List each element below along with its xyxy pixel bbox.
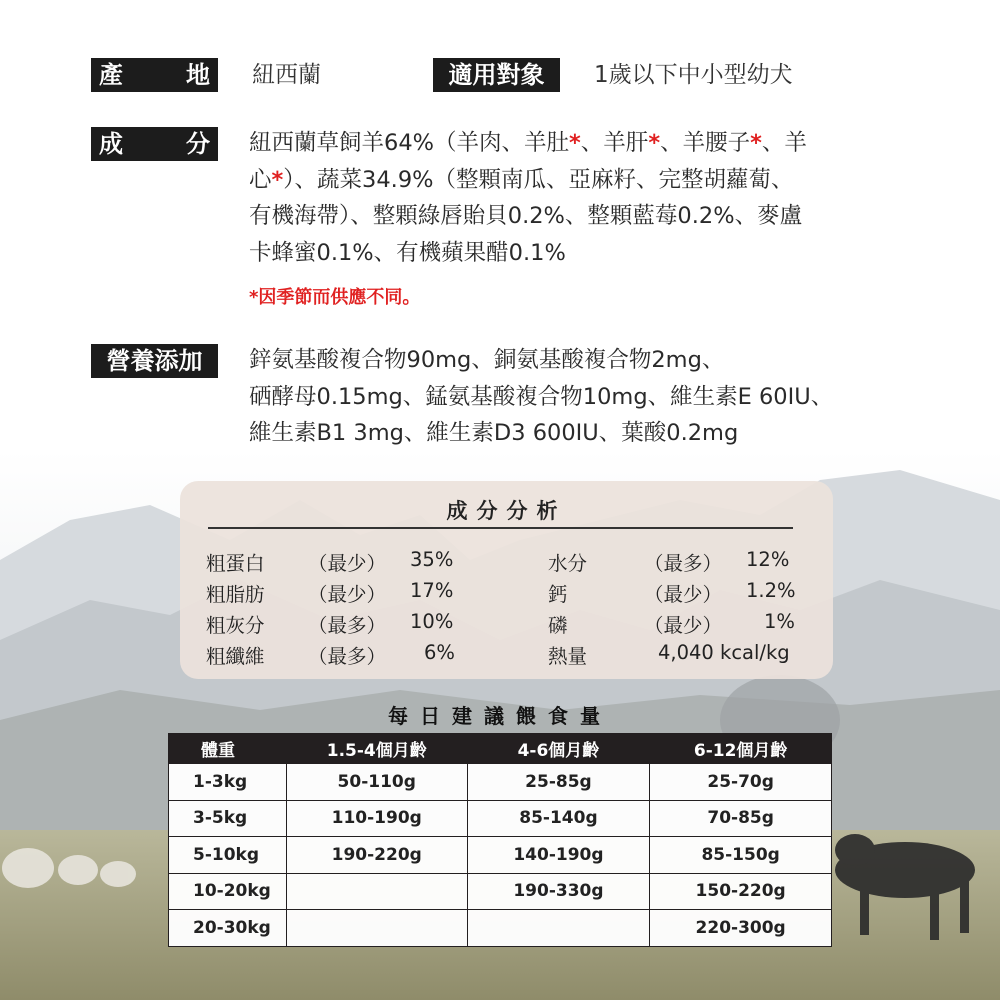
- column-header-weight: 體重: [169, 734, 287, 764]
- table-cell: 1-3kg: [169, 764, 287, 801]
- analysis-item: 鈣: [548, 583, 568, 606]
- analysis-qualifier: （最多）: [644, 552, 723, 575]
- analysis-value: 12%: [746, 548, 790, 571]
- table-row: [169, 764, 832, 801]
- analysis-qualifier: （最少）: [644, 583, 723, 606]
- table-cell: 140-190g: [467, 837, 650, 874]
- table-row: [169, 800, 832, 837]
- origin-label: [91, 58, 218, 92]
- table-header-row: [169, 734, 832, 764]
- analysis-item: 粗纖維: [206, 645, 265, 668]
- analysis-value: 10%: [410, 610, 454, 633]
- seasonal-asterisk: *: [648, 130, 661, 156]
- table-cell: 110-190g: [286, 800, 467, 837]
- table-cell: 70-85g: [650, 800, 832, 837]
- origin-value: 紐西蘭: [252, 62, 321, 88]
- target-label: [433, 58, 560, 92]
- table-cell: 190-330g: [467, 873, 650, 910]
- analysis-qualifier: （最少）: [308, 583, 387, 606]
- table-cell: [286, 873, 467, 910]
- analysis-item: 熱量: [548, 645, 588, 668]
- feeding-guide-title: 每日建議餵食量: [388, 704, 612, 728]
- ingredients-label-char-1: 成: [99, 130, 123, 158]
- supplements-label-text: 營養添加: [106, 347, 203, 375]
- ingredients-label: [91, 127, 218, 161]
- analysis-title: 成分分析: [446, 499, 567, 523]
- ingredients-label-char-2: 分: [186, 130, 210, 158]
- seasonal-asterisk: *: [750, 130, 762, 156]
- seasonal-asterisk: *: [569, 130, 581, 156]
- analysis-divider: [208, 527, 793, 529]
- table-cell: 25-85g: [467, 764, 650, 801]
- analysis-qualifier: （最少）: [308, 552, 387, 575]
- table-cell: 85-140g: [467, 800, 650, 837]
- analysis-item: 粗蛋白: [206, 552, 265, 575]
- table-cell: 20-30kg: [169, 910, 287, 947]
- table-row: [169, 837, 832, 874]
- column-header-age-2: 4-6個月齡: [467, 734, 650, 764]
- ingredients-line: 紐西蘭草飼羊64%（羊肉、羊肚*、羊肝*、羊腰子*、羊: [249, 130, 807, 156]
- table-cell: 85-150g: [650, 837, 832, 874]
- analysis-value: 6%: [424, 641, 455, 664]
- analysis-item: 水分: [548, 552, 588, 575]
- analysis-item: 粗脂肪: [206, 583, 265, 606]
- table-cell: 150-220g: [650, 873, 832, 910]
- table-cell: 50-110g: [286, 764, 467, 801]
- analysis-qualifier: （最多）: [308, 614, 387, 637]
- analysis-qualifier: （最少）: [644, 614, 723, 637]
- analysis-value: 1.2%: [746, 579, 796, 602]
- target-label-text: 適用對象: [448, 61, 545, 89]
- table-cell: 190-220g: [286, 837, 467, 874]
- table-cell: [467, 910, 650, 947]
- analysis-value: 4,040 kcal/kg: [658, 641, 790, 664]
- ingredients-line: 心*）、蔬菜34.9%（整顆南瓜、亞麻籽、完整胡蘿蔔、: [249, 166, 794, 193]
- analysis-item: 粗灰分: [206, 614, 265, 637]
- table-cell: [286, 910, 467, 947]
- analysis-item: 磷: [548, 614, 568, 637]
- ingredients-line: 卡蜂蜜0.1%、有機蘋果醋0.1%: [249, 239, 566, 266]
- table-cell: 25-70g: [650, 764, 832, 801]
- supplements-label: [91, 344, 218, 378]
- column-header-age-1: 1.5-4個月齡: [286, 734, 467, 764]
- table-cell: 3-5kg: [169, 800, 287, 837]
- analysis-value: 17%: [410, 579, 454, 602]
- feeding-guide-table: [168, 733, 832, 947]
- table-row: [169, 910, 832, 947]
- seasonal-asterisk: *: [271, 166, 284, 193]
- ingredients-line: 有機海帶）、整顆綠唇貽貝0.2%、整顆藍莓0.2%、麥盧: [249, 203, 803, 229]
- table-cell: 220-300g: [650, 910, 832, 947]
- origin-label-char-1: 產: [99, 61, 123, 89]
- table-cell: 10-20kg: [169, 873, 287, 910]
- supplements-line: 維生素B1 3mg、維生素D3 600IU、葉酸0.2mg: [249, 420, 739, 446]
- supplements-line: 硒酵母0.15mg、錳氨基酸複合物10mg、維生素E 60IU、: [249, 383, 834, 410]
- guaranteed-analysis-panel: [180, 481, 833, 679]
- supplements-text: [249, 342, 949, 452]
- target-value: 1歲以下中小型幼犬: [594, 62, 793, 88]
- table-cell: 5-10kg: [169, 837, 287, 874]
- origin-label-char-2: 地: [186, 61, 210, 89]
- analysis-value: 1%: [764, 610, 795, 633]
- seasonal-note: *因季節而供應不同。: [249, 287, 421, 308]
- analysis-qualifier: （最多）: [308, 645, 387, 668]
- ingredients-text: [249, 125, 929, 271]
- analysis-value: 35%: [410, 548, 454, 571]
- column-header-age-3: 6-12個月齡: [650, 734, 832, 764]
- table-row: [169, 873, 832, 910]
- supplements-line: 鋅氨基酸複合物90mg、銅氨基酸複合物2mg、: [249, 347, 725, 373]
